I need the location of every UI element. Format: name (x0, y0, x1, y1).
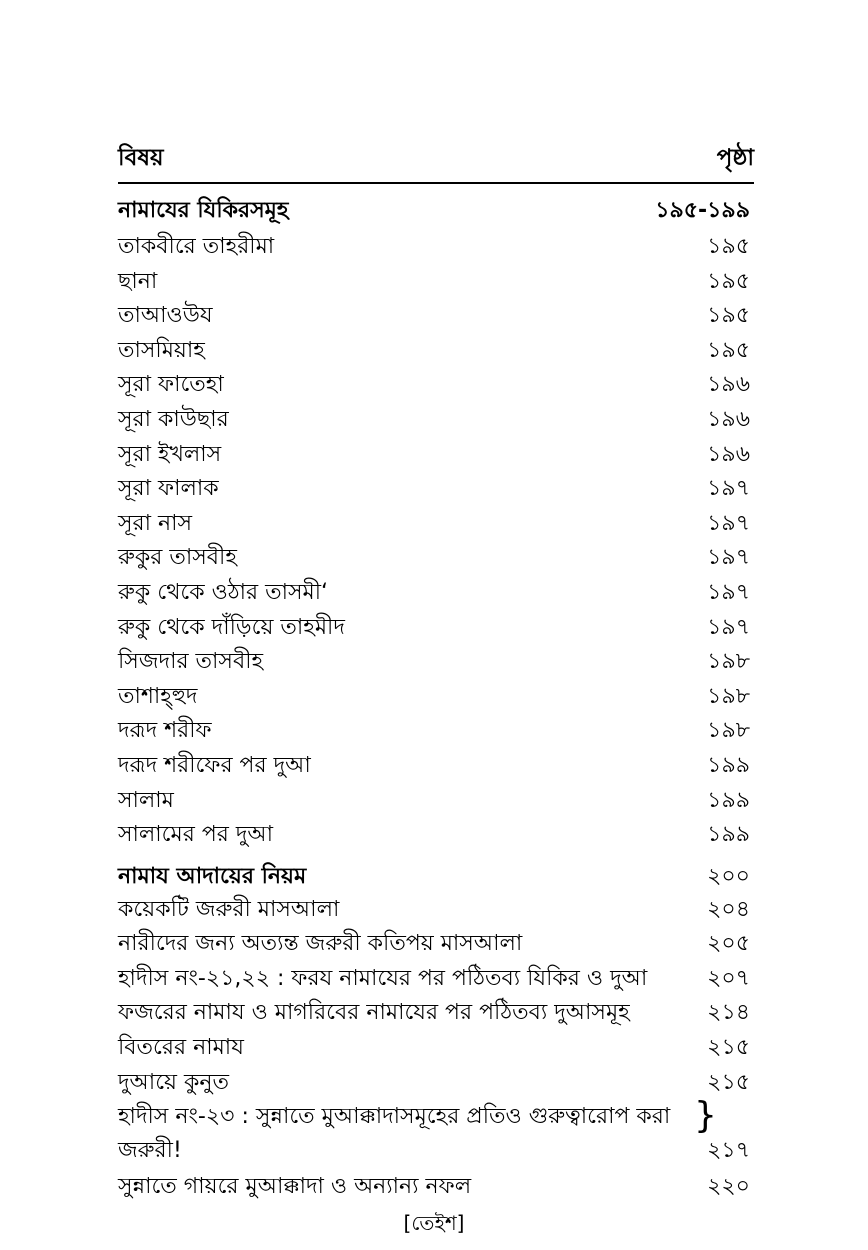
toc-entry-title: তাআওউয (118, 303, 213, 329)
toc-entry-title: দরূদ শরীফের পর দুআ (118, 752, 311, 778)
toc-entry-page: ২১৭ (707, 1138, 750, 1164)
toc-entry-title: তাশাহ্হুদ (118, 683, 198, 709)
subject-column-heading: বিষয় (118, 145, 164, 171)
toc-entry-title: সূরা ফালাক (118, 476, 219, 502)
toc-entry-title: ফজরের নামায ও মাগরিবের নামাযের পর পঠিতব্য দুআসমূহ (118, 1000, 630, 1026)
toc-entry-title: সালাম (118, 787, 174, 813)
toc-entry (118, 265, 754, 300)
toc-entry-page: ১৯৬ (707, 372, 750, 398)
toc-entry-page: ২০৭ (707, 965, 750, 991)
toc-entry-title: ছানা (118, 268, 158, 294)
toc-entry-title: সূরা নাস (118, 510, 193, 536)
toc-entry-page: ১৯৫ (707, 234, 750, 259)
toc-entry-page: ২১৫ (707, 1035, 750, 1061)
toc-entry-page: ২০৫ (707, 931, 750, 957)
toc-entry-page: ১৯৯ (707, 822, 750, 848)
toc-entry-page: ১৯৭ (707, 579, 750, 605)
toc-entry (118, 927, 754, 962)
toc-entry-multiline (118, 1095, 754, 1170)
toc-entry-title: সুন্নাতে গায়রে মুআক্কাদা ও অন্যান্য নফল (118, 1174, 472, 1200)
toc-entry-title: রুকু থেকে দাঁড়িয়ে তাহমীদ (118, 614, 345, 640)
toc-header (118, 140, 754, 184)
toc-entry-page: ১৯৭ (707, 545, 750, 571)
toc-entry-title: সূরা কাউছার (118, 406, 229, 432)
toc-list (118, 192, 754, 1205)
toc-entry-title: রুকু থেকে ওঠার তাসমী‘ (118, 579, 329, 605)
toc-section-heading (118, 192, 754, 230)
toc-entry-title: তাসমিয়াহ (118, 337, 205, 363)
toc-entry-title: সূরা ইখলাস (118, 441, 222, 467)
toc-entry-page: ১৯৭ (707, 510, 750, 536)
toc-entry-page: ২১৫ (707, 1069, 750, 1095)
toc-entry (118, 714, 754, 749)
toc-entry-title-line2: জরুরী! (118, 1138, 182, 1164)
toc-entry-page: ১৯৫ (707, 268, 750, 294)
toc-entry-page: ১৯৮ (707, 649, 750, 675)
toc-entry (118, 472, 754, 507)
toc-entry (118, 611, 754, 646)
toc-entry-title: সিজদার তাসবীহ (118, 649, 264, 675)
toc-entry (118, 893, 754, 928)
toc-entry-page: ১৯৭ (707, 476, 750, 502)
page-column-heading: পৃষ্ঠা (716, 145, 754, 171)
toc-entry-page: ১৯৫ (707, 337, 750, 363)
toc-entry-page: ১৯৫-১৯৯ (655, 198, 750, 223)
toc-entry (118, 749, 754, 784)
toc-entry-title: দরূদ শরীফ (118, 718, 212, 744)
toc-entry (118, 576, 754, 611)
toc-entry (118, 1170, 754, 1205)
toc-entry (118, 1066, 754, 1101)
toc-entry-page: ১৯৯ (707, 752, 750, 778)
toc-entry-page: ১৯৫ (707, 303, 750, 329)
toc-entry-page: ২১৪ (707, 1000, 750, 1026)
toc-entry-page: ১৯৯ (707, 787, 750, 813)
toc-entry-page: ২০০ (707, 863, 750, 889)
toc-entry-page: ১৯৬ (707, 441, 750, 467)
toc-entry-title: সূরা ফাতেহা (118, 372, 224, 398)
toc-entry (118, 784, 754, 819)
toc-entry (118, 818, 754, 853)
toc-entry (118, 299, 754, 334)
toc-entry-page: ১৯৮ (707, 718, 750, 744)
toc-entry-title-line1: হাদীস নং-২৩ : সুন্নাতে মুআক্কাদাসমূহের প্রতিও গুরুত্বারোপ করা (118, 1104, 671, 1130)
toc-entry-page: ১৯৭ (707, 614, 750, 640)
toc-entry-title: নামাযের যিকিরসমূহ (118, 198, 289, 223)
toc-entry (118, 507, 754, 542)
toc-entry-page: ১৯৬ (707, 406, 750, 432)
toc-entry (118, 230, 754, 265)
toc-entry-title: সালামের পর দুআ (118, 822, 274, 848)
toc-entry (118, 996, 754, 1031)
toc-entry (118, 962, 754, 997)
toc-entry (118, 680, 754, 715)
toc-entry (118, 403, 754, 438)
toc-entry-title: তাকবীরে তাহরীমা (118, 234, 275, 259)
toc-entry-page: ২০৪ (707, 896, 750, 922)
toc-entry (118, 541, 754, 576)
toc-entry-title: নামায আদায়ের নিয়ম (118, 863, 307, 889)
toc-entry-title: হাদীস নং-২১,২২ : ফরয নামাযের পর পঠিতব্য যিকির ও দুআ (118, 965, 648, 991)
toc-entry (118, 368, 754, 403)
toc-entry (118, 645, 754, 680)
toc-entry-title: বিতরের নামায (118, 1035, 244, 1061)
toc-entry-title: নারীদের জন্য অত্যন্ত জরুরী কতিপয় মাসআলা (118, 931, 523, 957)
toc-entry-title: দুআয়ে কুনুত (118, 1069, 230, 1095)
toc-section-heading (118, 853, 754, 893)
page-number-label: [তেইশ] (403, 1211, 465, 1235)
toc-entry-title: কয়েকটি জরুরী মাসআলা (118, 896, 340, 922)
toc-entry (118, 1031, 754, 1066)
brace-symbol: } (694, 1095, 717, 1137)
toc-entry (118, 334, 754, 369)
toc-entry-page: ২২০ (707, 1174, 750, 1200)
toc-entry (118, 438, 754, 473)
toc-entry-title: রুকুর তাসবীহ (118, 545, 237, 571)
toc-entry-page: ১৯৮ (707, 683, 750, 709)
